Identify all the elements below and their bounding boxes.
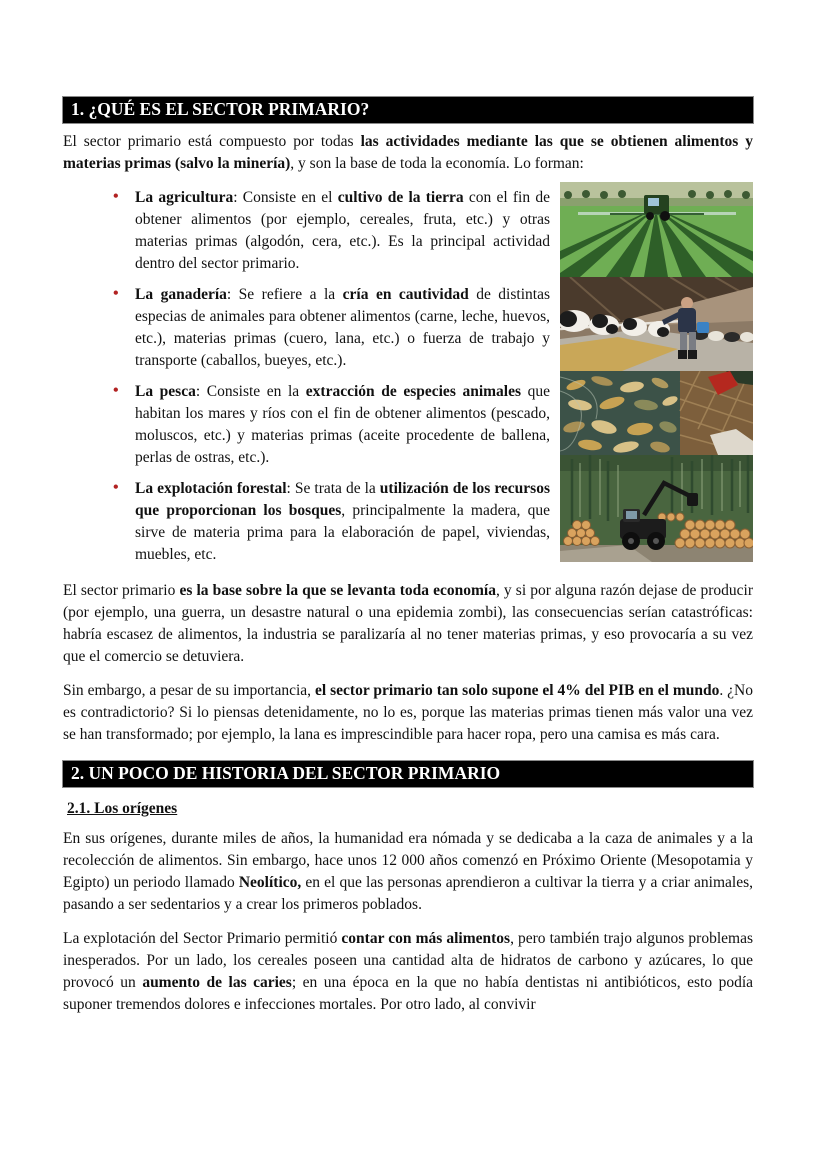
bullet-item-agricultura: • La agricultura: Consiste en el cultivo de la tierra con el fin de obtener alimentos (por ejemplo, cereales, fruta, etc.) y otras materias primas (algodón, cera, etc.). Es la principal actividad dentro del sector primario. [135, 187, 753, 275]
paragraph-pib: Sin embargo, a pesar de su importancia, el sector primario tan solo supone el 4% del PIB en el mundo. ¿No es contradictorio? Si lo piensas detenidamente, no lo es, porque las materias primas tienen más valor una vez se han transformado; por ejemplo, la lana es imprescindible para hacer ropa, pero una camisa es más cara. [63, 682, 753, 743]
section-1-title: 1. ¿QUÉ ES EL SECTOR PRIMARIO? [63, 97, 753, 123]
paragraph-origins: En sus orígenes, durante miles de años, la humanidad era nómada y se dedicaba a la caza de animales y a la recolección de alimentos. Sin embargo, hace unos 12 000 años comenzó en Próximo Oriente (Mesopotamia y Egipto) un periodo llamado Neolítico, en el que las personas aprendieron a cultivar la tierra y a criar animales, pasando a ser sedentarios y a crear los primeros poblados. [63, 830, 753, 913]
paragraph-exploitation: La explotación del Sector Primario permitió contar con más alimentos, pero también trajo algunos problemas inesperados. Por un lado, los cereales poseen una cantidad alta de hidratos de carbono y azúcares, lo que provocó un aumento de las caries; en una época en la que no había dentistas ni antibióticos, esto podía suponer tremendos dolores e infecciones mortales. Por otro lado, al convivir [63, 930, 754, 1013]
bullet-item-pesca: • La pesca: Consiste en la extracción de especies animales que habitan los mares y ríos con el fin de obtener alimentos (pescado, moluscos, etc.) y materias primas (aceite procedente de ballena, perlas de ostras, etc.). [135, 381, 753, 469]
section-2-title: 2. UN POCO DE HISTORIA DEL SECTOR PRIMARIO [63, 761, 753, 787]
subsection-2-1-heading: 2.1. Los orígenes [67, 800, 178, 817]
paragraph-economy-base: El sector primario es la base sobre la que se levanta toda economía, y si por alguna razón dejase de producir (por ejemplo, una guerra, un desastre natural o una epidemia zombi), las consecuencias serían catastróficas: habría escasez de alimentos, la industria se paralizaría al no tener materias primas, y eso provocaría a su vez que el comercio se detuviera. [63, 582, 753, 665]
bullet-item-forestal: • La explotación forestal: Se trata de la utilización de los recursos que proporcionan los bosques, principalmente la madera, que sirve de materia prima para la elaboración de papel, viviendas, muebles, etc. [135, 478, 753, 566]
intro-paragraph: El sector primario está compuesto por todas las actividades mediante las que se obtienen alimentos y materias primas (salvo la minería), y son la base de toda la economía. Lo forman: [63, 133, 753, 172]
bullet-item-ganaderia: • La ganadería: Se refiere a la cría en cautividad de distintas especias de animales para obtener alimentos (carne, leche, huevos, etc.), materias primas (cuero, lana, etc.) o fuerza de trabajo y transporte (caballos, bueyes, etc.). [135, 284, 753, 372]
